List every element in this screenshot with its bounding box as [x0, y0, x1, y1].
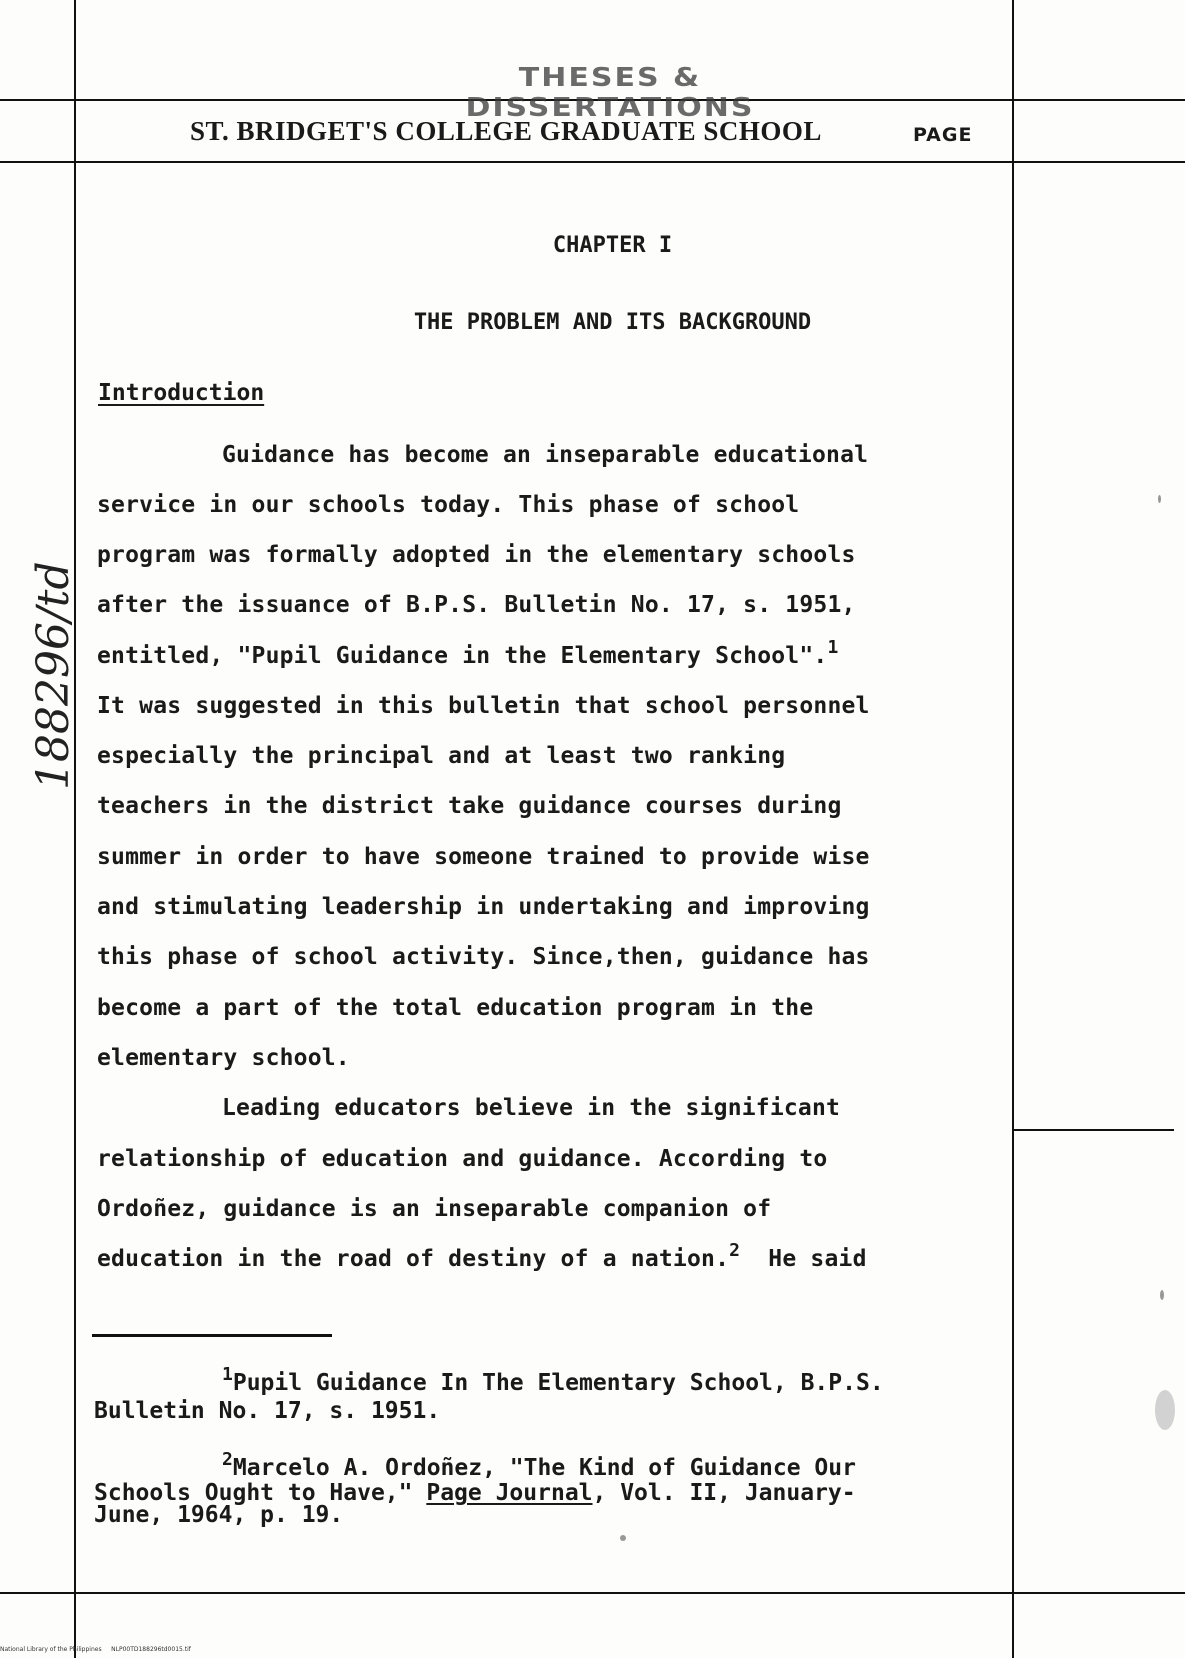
- scan-speck: [620, 1535, 626, 1541]
- page-label: PAGE: [913, 124, 973, 146]
- body-line-text: He said: [768, 1246, 867, 1272]
- body-line: Leading educators believe in the significant: [222, 1095, 841, 1121]
- scan-footer: [0, 1646, 191, 1653]
- footnote-text: Pupil Guidance In The Elementary School, B.P.S.: [232, 1370, 884, 1396]
- theses-stamp: THESES & DISSERTATIONS: [465, 63, 755, 123]
- footnote-text: Marcelo A. Ordoñez, "The Kind of Guidance Our: [232, 1455, 856, 1481]
- scan-speck: [1160, 1290, 1164, 1300]
- body-line: relationship of education and guidance. According to: [97, 1146, 828, 1172]
- footnote-number: 1: [222, 1364, 233, 1385]
- body-line: program was formally adopted in the elementary schools: [97, 542, 856, 568]
- header-bottom-rule: [0, 161, 1185, 163]
- footnote-number: 2: [222, 1449, 233, 1470]
- scan-library: National Library of the Philippines: [0, 1646, 102, 1653]
- body-line: especially the principal and at least two ranking: [97, 743, 786, 769]
- body-line: Ordoñez, guidance is an inseparable companion of: [97, 1196, 772, 1222]
- footnote-ref: 2: [729, 1240, 741, 1261]
- chapter-title: THE PROBLEM AND ITS BACKGROUND: [413, 310, 812, 335]
- footnote-text: Schools Ought to Have,": [94, 1480, 427, 1506]
- scan-file: NLP00TD188296td0015.tif: [111, 1646, 191, 1653]
- body-line: service in our schools today. This phase of school: [97, 492, 800, 518]
- body-line: after the issuance of B.P.S. Bulletin No. 17, s. 1951,: [97, 592, 856, 618]
- footnote-2-cont: June, 1964, p. 19.: [94, 1502, 344, 1528]
- section-heading: Introduction: [98, 380, 265, 406]
- body-line: this phase of school activity. Since,then, guidance has: [97, 944, 870, 970]
- school-header-title: ST. BRIDGET'S COLLEGE GRADUATE SCHOOL: [190, 116, 822, 146]
- body-line: summer in order to have someone trained to provide wise: [97, 844, 870, 870]
- chapter-number: CHAPTER I: [552, 233, 673, 258]
- body-line: become a part of the total education program in the: [97, 995, 814, 1021]
- right-margin-tick: [1014, 1129, 1174, 1131]
- body-line-text: education in the road of destiny of a nation.: [97, 1246, 730, 1272]
- body-line-text: entitled, "Pupil Guidance in the Elementary School".: [97, 643, 828, 669]
- footnote-divider: [92, 1334, 332, 1337]
- footnote-1: [222, 1364, 884, 1396]
- footer-rule: [0, 1592, 1185, 1594]
- footnote-1-cont: Bulletin No. 17, s. 1951.: [94, 1398, 441, 1424]
- body-line: teachers in the district take guidance courses during: [97, 793, 842, 819]
- body-line-with-ref: [97, 637, 839, 669]
- body-line-with-ref: [97, 1240, 867, 1272]
- scan-speck: [1158, 495, 1161, 503]
- footnote-2: [222, 1449, 856, 1481]
- footnote-text: , Vol. II, January-: [592, 1480, 856, 1506]
- journal-title: Page Journal: [426, 1480, 593, 1506]
- handwritten-accession-note: 188296/td: [28, 561, 79, 790]
- body-line: and stimulating leadership in undertaking and improving: [97, 894, 870, 920]
- body-line: elementary school.: [97, 1045, 350, 1071]
- footnote-ref: 1: [827, 637, 839, 658]
- body-line: It was suggested in this bulletin that school personnel: [97, 693, 870, 719]
- body-line: Guidance has become an inseparable educational: [222, 442, 869, 468]
- scan-speck: [1155, 1390, 1175, 1430]
